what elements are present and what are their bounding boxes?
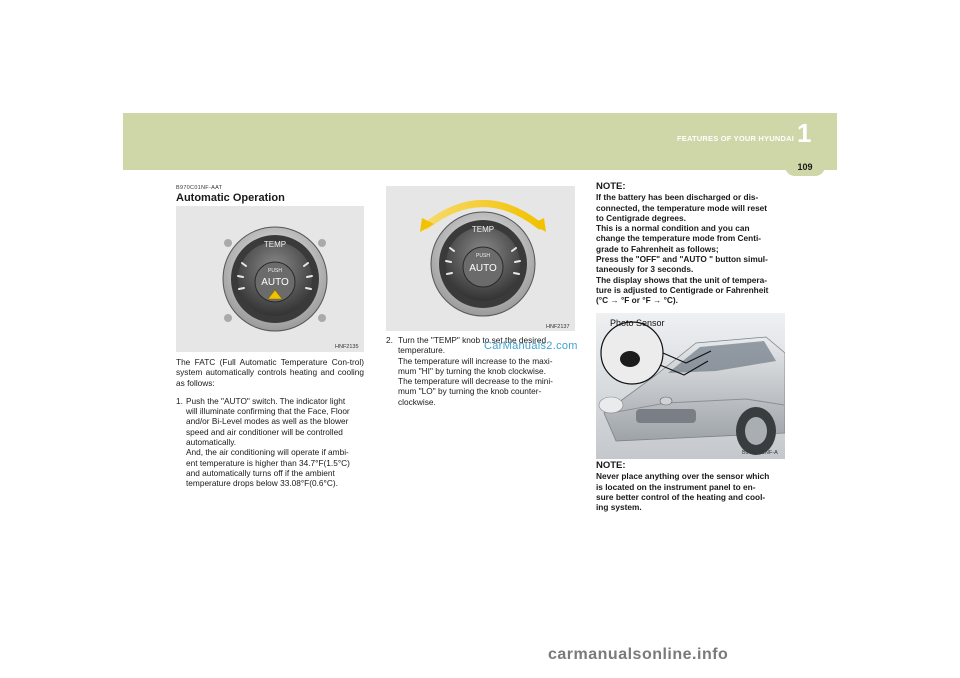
item1-line: and automatically turns off if the ambient	[186, 467, 335, 478]
note1-line: change the temperature mode from Centi-	[596, 233, 762, 244]
intro-paragraph: The FATC (Full Automatic Temperature Con-trol) system automatically controls heating and cooling as follows:	[176, 357, 364, 388]
item2-line: The temperature will increase to the maxi-	[398, 355, 553, 366]
list-number: 1.	[176, 395, 183, 406]
note2-line: is located on the instrument panel to en-	[596, 481, 756, 492]
figure-auto-knob	[176, 206, 364, 352]
left-body-text	[176, 357, 364, 489]
item2-line: temperature.	[398, 345, 446, 356]
note1-line: The display shows that the unit of tempera-	[596, 274, 768, 285]
watermark: CarManuals2.com	[484, 340, 578, 352]
section-code: B970C01NF-AAT	[176, 185, 223, 191]
item1-line: and/or Bi-Level modes as well as the blower	[186, 416, 349, 427]
note2-block	[596, 461, 786, 512]
note1-line: ture is adjusted to Centigrade or Fahrenheit	[596, 284, 769, 295]
knob-push-label: PUSH	[476, 253, 490, 259]
knob-push-label: PUSH	[268, 268, 282, 274]
note2-line: ing system.	[596, 502, 642, 513]
knob-auto-label: AUTO	[469, 263, 497, 274]
car-photo-illustration	[596, 313, 785, 459]
item2-line: mum "LO" by turning the knob counter-	[398, 386, 542, 397]
item1-line: temperature drops below 33.08°F(0.6°C).	[186, 478, 338, 489]
climate-knob-illustration	[176, 206, 364, 352]
note2-heading: NOTE:	[596, 460, 626, 471]
footer-site-link[interactable]: carmanualsonline.info	[548, 646, 729, 663]
knob-auto-label: AUTO	[261, 277, 289, 288]
note1-line: Press the "OFF" and "AUTO " button simul-	[596, 254, 768, 265]
item2-line: The temperature will decrease to the mini-	[398, 376, 553, 387]
item1-line: automatically.	[186, 437, 237, 448]
item1-line: And, the air conditioning will operate if ambi-	[186, 447, 349, 458]
item1-line: ent temperature is higher than 34.7°F(1.5°C)	[186, 457, 350, 468]
knob-temp-label: TEMP	[471, 225, 495, 234]
photo-sensor-icon	[620, 351, 640, 367]
chapter-number: 1	[797, 118, 812, 148]
page-number: 109	[797, 162, 813, 172]
note1-line: (°C → °F or °F → °C).	[596, 295, 678, 306]
climate-knob-rotate-illustration	[386, 186, 575, 331]
knob-temp-label: TEMP	[263, 240, 287, 249]
item1-line: will illuminate confirming that the Face, Floor	[186, 406, 350, 417]
item1-line: Push the "AUTO" switch. The indicator light	[186, 395, 346, 406]
note1-line: This is a normal condition and you can	[596, 223, 750, 234]
figure-temp-knob	[386, 186, 575, 331]
item2-line: mum "HI" by turning the knob clockwise.	[398, 365, 546, 376]
note1-line: to Centigrade degrees.	[596, 212, 686, 223]
note2-line: sure better control of the heating and cool-	[596, 491, 766, 502]
note1-line: taneously for 3 seconds.	[596, 264, 694, 275]
item2-line: Turn the "TEMP" knob to set the desired	[398, 335, 547, 345]
chapter-title: FEATURES OF YOUR HYUNDAI	[676, 134, 794, 143]
note1-line: connected, the temperature mode will reset	[596, 202, 768, 213]
note1-block	[596, 182, 786, 306]
item2-line: clockwise.	[398, 396, 436, 407]
note1-line: grade to Fahrenheit as follows;	[596, 243, 719, 254]
list-item-1	[176, 396, 364, 489]
figure-car-photo	[596, 313, 785, 459]
note1-heading: NOTE:	[596, 181, 626, 192]
note2-line: Never place anything over the sensor which	[596, 471, 770, 482]
figure-label-hnf2137: HNF2137	[546, 324, 570, 330]
note1-line: If the battery has been discharged or dis-	[596, 192, 759, 203]
figure-label-hnf2135: HNF2135	[335, 344, 359, 350]
list-number: 2.	[386, 335, 393, 345]
item1-line: speed and air conditioner will be controlled	[186, 426, 343, 437]
photo-sensor-label: Photo Sensor	[610, 318, 665, 328]
figure-label-b970c01nf-a: B970C01NF-A	[742, 450, 778, 456]
section-title: Automatic Operation	[176, 192, 285, 204]
